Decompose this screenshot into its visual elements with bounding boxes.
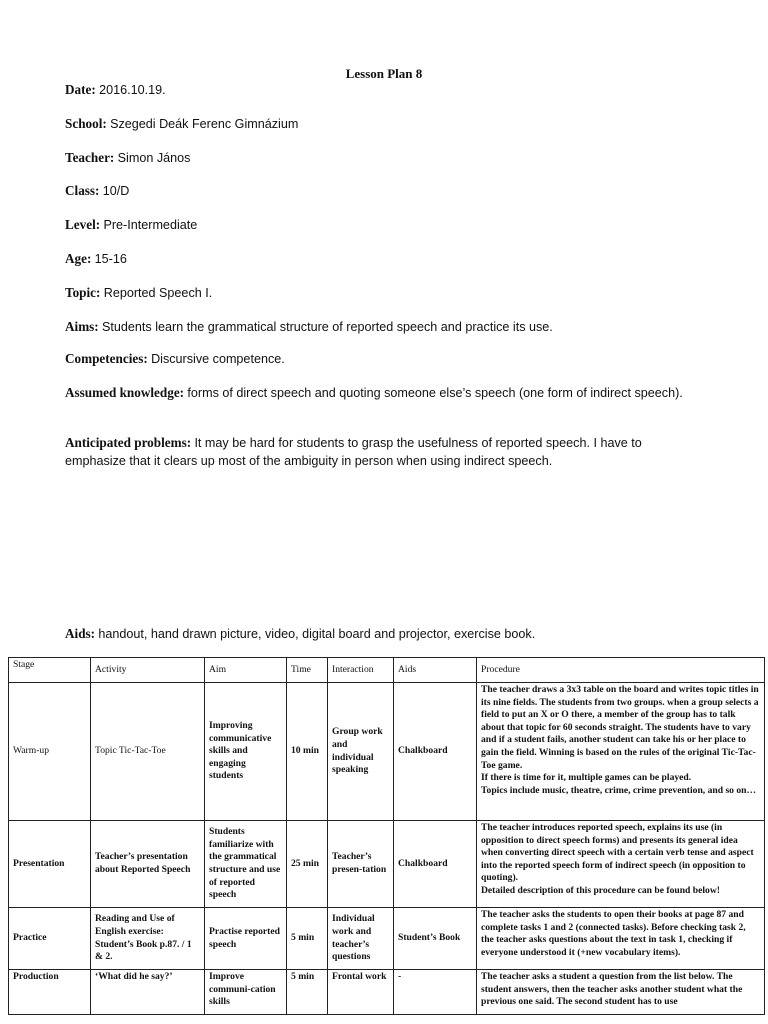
cell-interaction: Individual work and teacher’s questions bbox=[328, 908, 394, 970]
cell-aim: Practise reported speech bbox=[205, 908, 287, 970]
cell-procedure bbox=[477, 821, 765, 908]
cell-time: 25 min bbox=[287, 821, 328, 908]
field-class: Class: 10/D bbox=[65, 183, 130, 198]
procedure-line: The teacher introduces reported speech, explains its use (in opposition to direct speech forms) and presents its general idea when converting direct speech with a certain verb tense and aspect into the reported speech form of indirect speech (in opposition to quoting). bbox=[481, 822, 754, 884]
field-level: Level: Pre-Intermediate bbox=[65, 217, 198, 232]
cell-stage: Warm-up bbox=[9, 683, 91, 821]
cell-aids: Chalkboard bbox=[394, 683, 477, 821]
field-date: Date: 2016.10.19. bbox=[65, 82, 166, 97]
field-aims: Aims: Students learn the grammatical structure of reported speech and practice its use. bbox=[65, 319, 553, 334]
cell-interaction: Teacher’s presen-tation bbox=[328, 821, 394, 908]
lesson-plan-table bbox=[8, 657, 765, 1015]
table-header-row bbox=[9, 658, 765, 683]
procedure-line: The teacher asks a student a question from the list below. The student answers, then the teacher asks another student what the previous one said. The second student has to use bbox=[481, 971, 743, 1008]
cell-aids: Student’s Book bbox=[394, 908, 477, 970]
cell-activity: Teacher’s presentation about Reported Speech bbox=[91, 821, 205, 908]
field-assumed-knowledge: Assumed knowledge: forms of direct speech and quoting someone else’s speech (one form of indirect speech). bbox=[65, 385, 683, 400]
table-row bbox=[9, 970, 765, 1015]
header-procedure: Procedure bbox=[477, 658, 765, 683]
field-anticipated-problems: Anticipated problems: It may be hard for students to grasp the usefulness of reported speech. I have to emphasize that it clears up most of the ambiguity in person when using indirect speech. bbox=[65, 435, 642, 468]
header-activity: Activity bbox=[91, 658, 205, 683]
cell-activity: Reading and Use of English exercise: Student’s Book p.87. / 1 & 2. bbox=[91, 908, 205, 970]
cell-time: 10 min bbox=[287, 683, 328, 821]
cell-aim: Improving communicative skills and engaging students bbox=[205, 683, 287, 821]
cell-activity: Topic Tic-Tac-Toe bbox=[91, 683, 205, 821]
procedure-line: If there is time for it, multiple games can be played. bbox=[481, 772, 692, 784]
cell-stage: Presentation bbox=[9, 821, 91, 908]
header-time: Time bbox=[287, 658, 328, 683]
table-row bbox=[9, 683, 765, 821]
header-aids: Aids bbox=[394, 658, 477, 683]
header-aim: Aim bbox=[205, 658, 287, 683]
field-school: School: Szegedi Deák Ferenc Gimnázium bbox=[65, 116, 299, 131]
field-competencies: Competencies: Discursive competence. bbox=[65, 351, 285, 366]
cell-stage: Production bbox=[9, 970, 91, 1015]
procedure-line: The teacher draws a 3x3 table on the board and writes topic titles in its nine fields. The students from two groups. when a group selects a field to put an X or O there, a member of the group has to talk about that topic for 60 seconds straight. The students have to vary and if a student fails, another student can take his or her place to gain the field. Winning is based on the rules of the original Tic-Tac-Toe game. bbox=[481, 684, 759, 771]
cell-procedure bbox=[477, 683, 765, 821]
header-interaction: Interaction bbox=[328, 658, 394, 683]
table-row bbox=[9, 908, 765, 970]
procedure-line: Detailed description of this procedure can be found below! bbox=[481, 884, 720, 896]
cell-time: 5 min bbox=[287, 908, 328, 970]
cell-aim: Students familiarize with the grammatical structure and use of reported speech bbox=[205, 821, 287, 908]
cell-interaction: Group work and individual speaking bbox=[328, 683, 394, 821]
cell-aids: - bbox=[394, 970, 477, 1015]
cell-time: 5 min bbox=[287, 970, 328, 1015]
cell-procedure bbox=[477, 970, 765, 1015]
procedure-line: Topics include music, theatre, crime, crime prevention, and so on… bbox=[481, 784, 757, 796]
header-stage: Stage bbox=[9, 658, 91, 683]
field-teacher: Teacher: Simon János bbox=[65, 150, 191, 165]
cell-aim: Improve communi-cation skills bbox=[205, 970, 287, 1015]
cell-aids: Chalkboard bbox=[394, 821, 477, 908]
document-title: Lesson Plan 8 bbox=[345, 66, 423, 81]
table-row bbox=[9, 821, 765, 908]
field-aids: Aids: handout, hand drawn picture, video, digital board and projector, exercise book. bbox=[65, 626, 536, 641]
cell-interaction: Frontal work bbox=[328, 970, 394, 1015]
field-topic: Topic: Reported Speech I. bbox=[65, 285, 213, 300]
procedure-line: The teacher asks the students to open their books at page 87 and complete tasks 1 and 2 (connected tasks). Before checking task 2, the teacher asks questions about the text in task 1, checking if everyone understood it (+new vocabulary items). bbox=[481, 909, 746, 958]
cell-procedure bbox=[477, 908, 765, 970]
cell-stage: Practice bbox=[9, 908, 91, 970]
cell-activity: ‘What did he say?’ bbox=[91, 970, 205, 1015]
field-age: Age: 15-16 bbox=[65, 251, 127, 266]
